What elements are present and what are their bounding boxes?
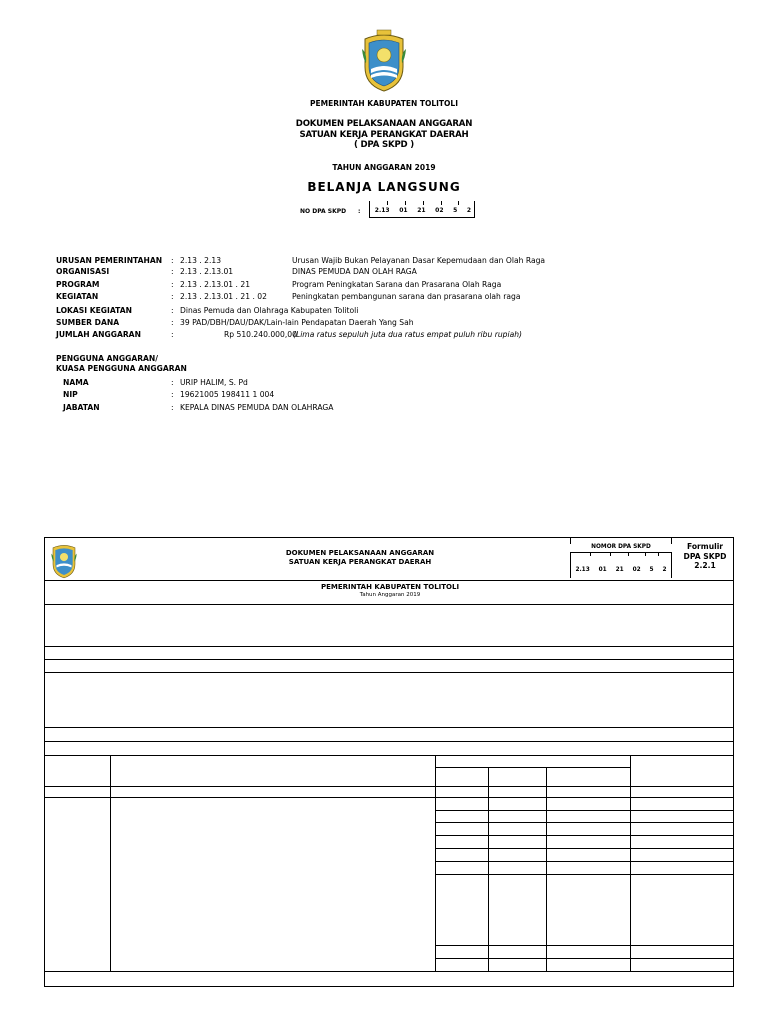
info-label: LOKASI KEGIATAN [56, 306, 132, 315]
form-dpa-number-label: NOMOR DPA SKPD [591, 544, 651, 550]
dpa-number-label: NO DPA SKPD [300, 208, 347, 215]
official-colon: : [171, 390, 174, 399]
official-value: 19621005 198411 1 004 [180, 390, 275, 399]
info-colon: : [171, 306, 174, 315]
form-fiscal-year: Tahun Anggaran 2019 [359, 592, 421, 598]
budget-user-title-line-2: KUASA PENGGUNA ANGGARAN [56, 364, 187, 373]
official-colon: : [171, 378, 174, 387]
info-label: JUMLAH ANGGARAN [56, 330, 141, 339]
info-description: DINAS PEMUDA DAN OLAH RAGA [292, 267, 417, 276]
dpa-number-colon: : [358, 208, 361, 215]
info-colon: : [171, 318, 174, 327]
form-dpa-code: 21 [615, 567, 624, 573]
info-description: Program Peningkatan Sarana dan Prasarana Olah Raga [292, 280, 502, 289]
info-code: Dinas Pemuda dan Olahraga Kabupaten Tolitoli [180, 306, 359, 315]
form-dpa-code: 2.13 [575, 567, 590, 573]
info-colon: : [171, 330, 174, 339]
info-colon: : [171, 292, 174, 301]
dpa-code: 5 [453, 207, 458, 214]
info-label: PROGRAM [56, 280, 100, 289]
official-label: JABATAN [63, 403, 100, 412]
info-label: URUSAN PEMERINTAHAN [56, 256, 163, 265]
info-colon: : [171, 280, 174, 289]
form-document-title [195, 549, 525, 567]
document-title-line-3: ( DPA SKPD ) [353, 140, 414, 150]
official-label: NAMA [63, 378, 89, 387]
info-label: KEGIATAN [56, 292, 99, 301]
form-government-title: PEMERINTAH KABUPATEN TOLITOLI [320, 583, 460, 591]
dpa-form [44, 537, 734, 987]
info-code: 39 PAD/DBH/DAU/DAK/Lain-lain Pendapatan Daerah Yang Sah [180, 318, 414, 327]
form-dpa-code: 5 [649, 567, 654, 573]
form-code-line-2: DPA SKPD [683, 551, 727, 561]
info-code: 2.13 . 2.13 [180, 256, 222, 265]
form-code-line-1: Formulir [686, 542, 724, 551]
document-title-line-1: DOKUMEN PELAKSANAAN ANGGARAN [295, 119, 473, 129]
expenditure-category: BELANJA LANGSUNG [307, 180, 461, 194]
form-dpa-number-codes [571, 567, 671, 573]
official-colon: : [171, 403, 174, 412]
info-colon: : [171, 267, 174, 276]
government-title: PEMERINTAH KABUPATEN TOLITOLI [310, 99, 458, 108]
budget-user-title [56, 354, 187, 374]
form-dpa-code: 01 [598, 567, 607, 573]
budget-user-title-line-1: PENGGUNA ANGGARAN/ [56, 354, 159, 363]
info-code: 2.13 . 2.13.01 . 21 . 02 [180, 292, 267, 301]
dpa-code: 2.13 [374, 207, 390, 214]
form-document-title-line-1: DOKUMEN PELAKSANAAN ANGGARAN [285, 549, 435, 557]
info-label: SUMBER DANA [56, 318, 120, 327]
budget-amount: Rp 510.240.000,00 [224, 330, 297, 339]
official-value: KEPALA DINAS PEMUDA DAN OLAHRAGA [180, 403, 334, 412]
info-description: Urusan Wajib Bukan Pelayanan Dasar Kepemudaan dan Olah Raga [292, 256, 546, 265]
form-code-line-3: 2.2.1 [694, 561, 716, 570]
document-title [0, 119, 768, 151]
official-value: URIP HALIM, S. Pd [180, 378, 248, 387]
info-code: 2.13 . 2.13.01 . 21 [180, 280, 251, 289]
info-description: Peningkatan pembangunan sarana dan prasarana olah raga [292, 292, 521, 301]
regency-emblem-logo [361, 29, 407, 93]
info-code: 2.13 . 2.13.01 [180, 267, 234, 276]
form-dpa-code: 2 [662, 567, 667, 573]
form-code [675, 542, 735, 571]
official-label: NIP [63, 390, 78, 399]
fiscal-year: TAHUN ANGGARAN 2019 [332, 163, 436, 172]
form-document-title-line-2: SATUAN KERJA PERANGKAT DAERAH [288, 558, 432, 566]
dpa-code: 01 [399, 207, 408, 214]
dpa-code: 2 [466, 207, 472, 214]
budget-amount-words: (Lima ratus sepuluh juta dua ratus empat puluh ribu rupiah) [293, 330, 523, 339]
info-label: ORGANISASI [56, 267, 110, 276]
dpa-number-box [369, 201, 475, 218]
dpa-code: 02 [435, 207, 444, 214]
document-title-line-2: SATUAN KERJA PERANGKAT DAERAH [299, 129, 469, 140]
form-emblem-logo [48, 542, 80, 579]
info-colon: : [171, 256, 174, 265]
form-dpa-code: 02 [632, 567, 641, 573]
dpa-code: 21 [417, 207, 426, 214]
